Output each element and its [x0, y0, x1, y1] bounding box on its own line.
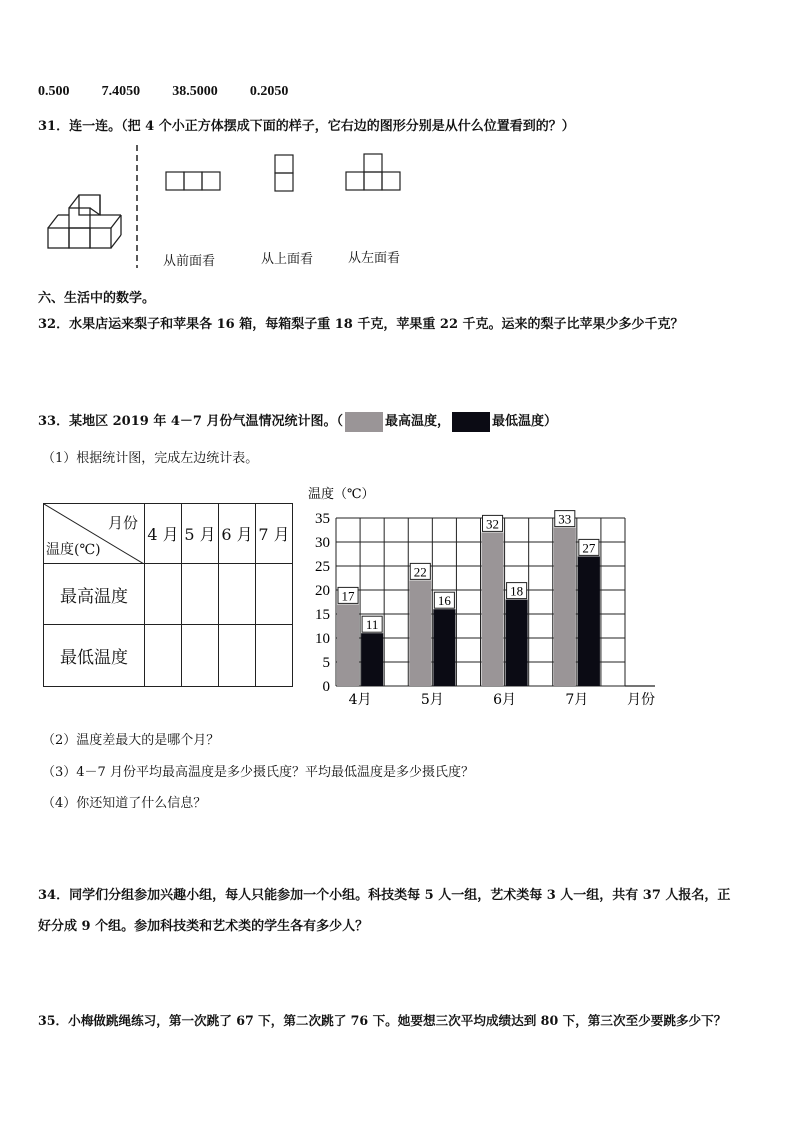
- table-row-label: 最低温度: [44, 625, 145, 687]
- x-tick-label: 6月: [493, 692, 517, 708]
- data-label: 22: [413, 564, 427, 580]
- number-item: 0.500: [38, 84, 70, 99]
- table-cell-blank[interactable]: [145, 564, 182, 625]
- table-cell-blank[interactable]: [145, 625, 182, 687]
- table-month-header: 5 月: [182, 504, 219, 564]
- view-label-front: 从前面看: [163, 254, 216, 269]
- stats-table: [43, 503, 293, 687]
- y-tick-label: 35: [315, 511, 330, 527]
- y-tick-label: 20: [315, 583, 330, 599]
- temperature-bar-chart: [300, 478, 670, 713]
- question-34-line2: 好分成 9 个组。参加科技类和艺术类的学生各有多少人？: [38, 919, 369, 934]
- y-tick-label: 10: [315, 631, 330, 647]
- data-label: 18: [510, 583, 524, 599]
- table-cell-blank[interactable]: [219, 625, 256, 687]
- table-header-diagonal: [44, 504, 145, 564]
- view-label-top: 从上面看: [261, 252, 314, 267]
- number-list: [38, 84, 316, 100]
- table-row-label: 最高温度: [44, 564, 145, 625]
- table-cell-blank[interactable]: [219, 564, 256, 625]
- question-33-sub1: （1）根据统计图，完成左边统计表。: [42, 451, 259, 466]
- table-header-temp: 温度(℃): [46, 542, 101, 558]
- y-tick-label: 30: [315, 535, 330, 551]
- question-33-text: [38, 410, 557, 432]
- bar: [482, 532, 504, 686]
- question-31-text: 31．连一连。（把 4 个小正方体摆成下面的样子，它右边的图形分别是从什么位置看到的？）: [38, 119, 575, 134]
- table-cell-blank[interactable]: [256, 625, 293, 687]
- data-label: 17: [341, 588, 355, 604]
- x-tick-label: 4月: [348, 692, 372, 708]
- table-cell-blank[interactable]: [256, 564, 293, 625]
- table-month-header: 6 月: [219, 504, 256, 564]
- data-label: 27: [582, 540, 596, 556]
- number-item: 38.5000: [172, 84, 218, 99]
- x-axis-label: 月份: [627, 692, 655, 708]
- table-month-header: 4 月: [145, 504, 182, 564]
- question-32-text: 32．水果店运来梨子和苹果各 16 箱，每箱梨子重 18 千克，苹果重 22 千克。运来的梨子比苹果少多少千克？: [38, 317, 684, 332]
- question-34-line1: 34．同学们分组参加兴趣小组，每人只能参加一个小组。科技类每 5 人一组，艺术类每 3 人一组，共有 37 人报名，正: [38, 888, 731, 903]
- y-tick-label: 25: [315, 559, 330, 575]
- view-label-left: 从左面看: [348, 251, 401, 266]
- data-label: 32: [486, 516, 500, 532]
- cube-stack-drawing: [48, 195, 121, 248]
- left-view-drawing: [346, 154, 400, 190]
- table-cell-blank[interactable]: [182, 625, 219, 687]
- y-tick-label: 5: [322, 655, 330, 671]
- data-label: 11: [365, 617, 379, 633]
- bar: [433, 609, 455, 686]
- table-month-header: 7 月: [256, 504, 293, 564]
- number-item: 0.2050: [249, 84, 289, 99]
- y-axis-label: 温度（℃）: [308, 487, 375, 502]
- data-label: 16: [437, 593, 451, 609]
- bar: [337, 604, 359, 686]
- section-6-heading: 六、生活中的数学。: [38, 291, 156, 306]
- x-tick-label: 7月: [565, 692, 589, 708]
- x-tick-label: 5月: [420, 692, 444, 708]
- legend-swatch-low: [452, 412, 490, 432]
- number-item: 7.4050: [101, 84, 141, 99]
- y-tick-label: 0: [322, 679, 330, 695]
- front-view-drawing: [166, 172, 220, 190]
- question-33-sub2: （2）温度差最大的是哪个月？: [42, 733, 220, 748]
- question-35-text: 35．小梅做跳绳练习，第一次跳了 67 下，第二次跳了 76 下。她要想三次平均成绩达到 80 下，第三次至少要跳多少下？: [38, 1013, 727, 1028]
- question-33-sub4: （4）你还知道了什么信息？: [42, 796, 207, 811]
- bar: [554, 528, 576, 686]
- table-cell-blank[interactable]: [182, 564, 219, 625]
- question-33-sub3: （3）4－7 月份平均最高温度是多少摄氏度？平均最低温度是多少摄氏度？: [42, 765, 474, 780]
- bar: [361, 633, 383, 686]
- legend-swatch-high: [345, 412, 383, 432]
- table-header-month: 月份: [107, 514, 138, 532]
- bar: [409, 580, 431, 686]
- bar: [506, 600, 528, 686]
- legend-label-high: 最高温度，: [384, 414, 450, 429]
- top-view-drawing: [275, 155, 293, 191]
- legend-label-low: 最低温度）: [491, 414, 557, 429]
- data-label: 33: [558, 511, 572, 527]
- bar: [578, 556, 600, 686]
- y-tick-label: 15: [315, 607, 330, 623]
- question-33-title: 33．某地区 2019 年 4－7 月份气温情况统计图。（: [38, 414, 343, 429]
